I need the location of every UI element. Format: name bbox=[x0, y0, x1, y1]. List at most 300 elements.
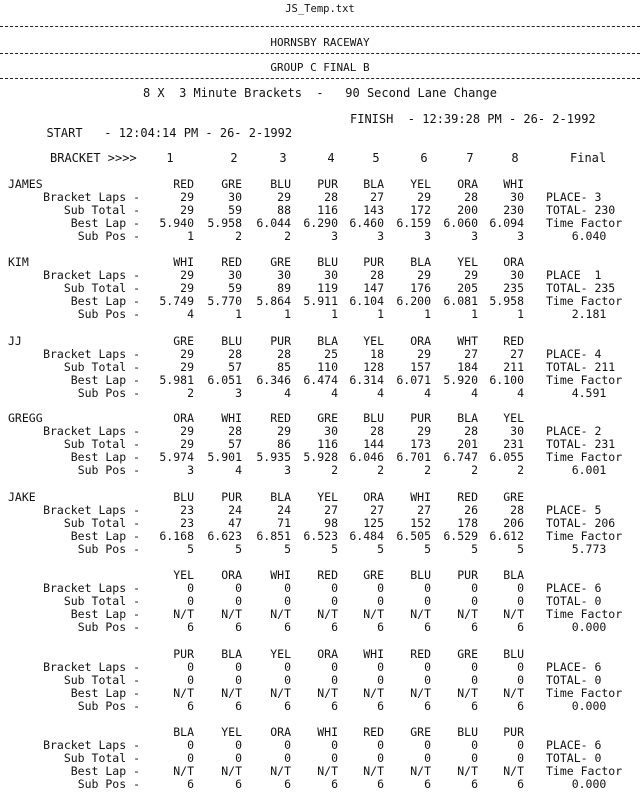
lane-color: RED bbox=[503, 334, 524, 348]
row-label: Best Lap - bbox=[70, 764, 140, 778]
subpos-cell: 2 bbox=[471, 463, 478, 477]
lane-color: WHI bbox=[317, 725, 338, 739]
laps-cell: 30 bbox=[510, 268, 524, 282]
driver-block bbox=[0, 648, 640, 728]
bestlap-cell: 6.851 bbox=[256, 529, 291, 543]
lane-color: BLA bbox=[410, 255, 431, 269]
lane-color: BLU bbox=[270, 177, 291, 191]
bestlap-cell: 6.168 bbox=[159, 529, 194, 543]
laps-cell: 29 bbox=[180, 190, 194, 204]
laps-cell: 0 bbox=[471, 738, 478, 752]
laps-cell: 28 bbox=[277, 347, 291, 361]
subtotal-cell: 0 bbox=[331, 673, 338, 687]
bestlap-cell: 5.911 bbox=[303, 294, 338, 308]
laps-cell: 0 bbox=[284, 660, 291, 674]
subpos-cell: 6 bbox=[331, 620, 338, 634]
subpos-cell: 1 bbox=[471, 307, 478, 321]
subtotal-cell: 231 bbox=[503, 437, 524, 451]
subtotal-cell: 235 bbox=[503, 281, 524, 295]
laps-cell: 28 bbox=[510, 503, 524, 517]
laps-cell: 30 bbox=[228, 190, 242, 204]
subpos-cell: 6 bbox=[187, 777, 194, 791]
bestlap-cell: 6.159 bbox=[396, 216, 431, 230]
time-factor-value: 6.001 bbox=[571, 463, 607, 477]
row-label: Bracket Laps - bbox=[43, 347, 140, 361]
subtotal-cell: 23 bbox=[180, 516, 194, 530]
laps-cell: 29 bbox=[277, 190, 291, 204]
driver-block bbox=[0, 178, 640, 258]
subpos-row bbox=[0, 621, 640, 634]
subpos-cell: 3 bbox=[471, 229, 478, 243]
lane-color: GRE bbox=[173, 334, 194, 348]
subtotal-cell: 59 bbox=[228, 281, 242, 295]
total-value: TOTAL- 230 bbox=[546, 203, 616, 217]
lane-color: PUR bbox=[317, 177, 338, 191]
lane-color: ORA bbox=[503, 255, 524, 269]
bestlap-cell: 6.051 bbox=[207, 373, 242, 387]
subtotal-cell: 116 bbox=[317, 437, 338, 451]
bestlap-cell: N/T bbox=[457, 686, 478, 700]
driver-block bbox=[0, 569, 640, 649]
bestlap-cell: 6.314 bbox=[349, 373, 384, 387]
total-value: TOTAL- 0 bbox=[546, 673, 602, 687]
bracket-number: 7 bbox=[466, 151, 474, 165]
bestlap-cell: 6.460 bbox=[349, 216, 384, 230]
row-label: Bracket Laps - bbox=[43, 660, 140, 674]
laps-cell: 0 bbox=[331, 738, 338, 752]
lane-color: GRE bbox=[270, 255, 291, 269]
bestlap-cell: 5.770 bbox=[207, 294, 242, 308]
laps-cell: 30 bbox=[324, 424, 338, 438]
subpos-cell: 2 bbox=[187, 386, 194, 400]
bestlap-cell: N/T bbox=[317, 607, 338, 621]
lane-color: BLA bbox=[317, 334, 338, 348]
venue-title: HORNSBY RACEWAY bbox=[270, 36, 370, 49]
lane-color: BLU bbox=[173, 490, 194, 504]
laps-cell: 27 bbox=[370, 503, 384, 517]
subpos-cell: 1 bbox=[377, 307, 384, 321]
subpos-cell: 1 bbox=[187, 229, 194, 243]
lane-color: YEL bbox=[270, 647, 291, 661]
bracket-label: BRACKET >>>> bbox=[50, 151, 137, 165]
subpos-cell: 5 bbox=[284, 542, 291, 556]
lane-color: WHI bbox=[173, 255, 194, 269]
bestlap-cell: N/T bbox=[173, 686, 194, 700]
subtotal-cell: 86 bbox=[277, 437, 291, 451]
subtotal-cell: 0 bbox=[517, 673, 524, 687]
total-value: TOTAL- 211 bbox=[546, 360, 616, 374]
lane-color: BLA bbox=[270, 490, 291, 504]
time-factor-label: Time Factor bbox=[546, 294, 623, 308]
subtotal-cell: 0 bbox=[284, 751, 291, 765]
subpos-row bbox=[0, 230, 640, 243]
subtotal-cell: 29 bbox=[180, 360, 194, 374]
subpos-cell: 5 bbox=[235, 542, 242, 556]
subpos-cell: 6 bbox=[331, 777, 338, 791]
subpos-row bbox=[0, 778, 640, 791]
place-value: PLACE- 6 bbox=[546, 581, 602, 595]
lane-color: BLU bbox=[317, 255, 338, 269]
subtotal-cell: 0 bbox=[331, 594, 338, 608]
laps-cell: 0 bbox=[517, 738, 524, 752]
time-factor-value: 5.773 bbox=[571, 542, 607, 556]
lane-color: ORA bbox=[410, 334, 431, 348]
subtotal-cell: 71 bbox=[277, 516, 291, 530]
subpos-cell: 4 bbox=[517, 386, 524, 400]
subpos-cell: 3 bbox=[331, 229, 338, 243]
place-value: PLACE 1 bbox=[546, 268, 602, 282]
laps-cell: 0 bbox=[424, 660, 431, 674]
laps-cell: 27 bbox=[417, 503, 431, 517]
time-factor-value: 0.000 bbox=[571, 777, 607, 791]
subtotal-cell: 89 bbox=[277, 281, 291, 295]
row-label: Sub Total - bbox=[63, 203, 140, 217]
laps-cell: 29 bbox=[417, 190, 431, 204]
row-label: Sub Total - bbox=[63, 281, 140, 295]
time-factor-value: 4.591 bbox=[571, 386, 607, 400]
lane-color: GRE bbox=[221, 177, 242, 191]
place-value: PLACE- 3 bbox=[546, 190, 602, 204]
time-factor-label: Time Factor bbox=[546, 686, 623, 700]
row-label: Bracket Laps - bbox=[43, 503, 140, 517]
subtotal-cell: 172 bbox=[410, 203, 431, 217]
subpos-cell: 6 bbox=[377, 699, 384, 713]
subtotal-cell: 230 bbox=[503, 203, 524, 217]
bestlap-cell: 6.060 bbox=[443, 216, 478, 230]
laps-cell: 0 bbox=[377, 660, 384, 674]
bracket-number: 1 bbox=[166, 151, 174, 165]
laps-cell: 29 bbox=[180, 268, 194, 282]
laps-cell: 28 bbox=[228, 347, 242, 361]
subtotal-cell: 88 bbox=[277, 203, 291, 217]
start-time: START - 12:04:14 PM - 26- 2-1992 bbox=[46, 126, 293, 140]
laps-cell: 24 bbox=[277, 503, 291, 517]
lane-color: RED bbox=[317, 568, 338, 582]
bestlap-cell: N/T bbox=[363, 686, 384, 700]
bestlap-cell: N/T bbox=[363, 607, 384, 621]
bestlap-cell: 6.505 bbox=[396, 529, 431, 543]
race-times bbox=[32, 112, 596, 154]
row-label: Best Lap - bbox=[70, 294, 140, 308]
laps-cell: 0 bbox=[331, 581, 338, 595]
driver-name: GREGG bbox=[8, 411, 43, 425]
bestlap-cell: 6.623 bbox=[207, 529, 242, 543]
bestlap-cell: 5.749 bbox=[159, 294, 194, 308]
subpos-cell: 2 bbox=[331, 463, 338, 477]
subpos-cell: 1 bbox=[235, 307, 242, 321]
subpos-cell: 6 bbox=[424, 777, 431, 791]
subtotal-cell: 128 bbox=[363, 360, 384, 374]
bestlap-cell: N/T bbox=[221, 686, 242, 700]
lane-color: BLU bbox=[410, 568, 431, 582]
lane-color: WHI bbox=[410, 490, 431, 504]
laps-cell: 0 bbox=[284, 581, 291, 595]
subpos-cell: 6 bbox=[187, 620, 194, 634]
finish-time: FINISH - 12:39:28 PM - 26- 2-1992 bbox=[350, 112, 596, 126]
lane-color: WHI bbox=[363, 647, 384, 661]
laps-cell: 24 bbox=[228, 503, 242, 517]
race-format: 8 X 3 Minute Brackets - 90 Second Lane Change bbox=[142, 86, 497, 100]
place-value: PLACE- 5 bbox=[546, 503, 602, 517]
row-label: Sub Total - bbox=[63, 673, 140, 687]
bestlap-cell: N/T bbox=[410, 764, 431, 778]
lane-color: YEL bbox=[363, 334, 384, 348]
subtotal-cell: 0 bbox=[284, 594, 291, 608]
row-label: Sub Pos - bbox=[77, 777, 140, 791]
subpos-cell: 4 bbox=[331, 386, 338, 400]
row-label: Best Lap - bbox=[70, 607, 140, 621]
bracket-number: 4 bbox=[327, 151, 335, 165]
subtotal-cell: 0 bbox=[471, 673, 478, 687]
subtotal-cell: 201 bbox=[457, 437, 478, 451]
subpos-cell: 2 bbox=[377, 463, 384, 477]
laps-cell: 0 bbox=[471, 660, 478, 674]
bestlap-cell: 5.928 bbox=[303, 450, 338, 464]
lane-color: PUR bbox=[270, 334, 291, 348]
laps-cell: 0 bbox=[235, 660, 242, 674]
subtotal-cell: 57 bbox=[228, 360, 242, 374]
document-title: JS_Temp.txt bbox=[285, 3, 355, 15]
laps-cell: 28 bbox=[228, 424, 242, 438]
lane-color: RED bbox=[410, 647, 431, 661]
laps-cell: 0 bbox=[187, 660, 194, 674]
bestlap-cell: 5.864 bbox=[256, 294, 291, 308]
subtotal-cell: 0 bbox=[424, 594, 431, 608]
lane-color: PUR bbox=[221, 490, 242, 504]
lane-color: YEL bbox=[221, 725, 242, 739]
bestlap-cell: 6.484 bbox=[349, 529, 384, 543]
bracket-number: 8 bbox=[511, 151, 519, 165]
lane-color: BLU bbox=[503, 647, 524, 661]
subtotal-cell: 144 bbox=[363, 437, 384, 451]
row-label: Sub Pos - bbox=[77, 307, 140, 321]
row-label: Bracket Laps - bbox=[43, 424, 140, 438]
subtotal-cell: 110 bbox=[317, 360, 338, 374]
subpos-cell: 3 bbox=[235, 386, 242, 400]
bestlap-cell: N/T bbox=[173, 607, 194, 621]
subpos-cell: 6 bbox=[471, 777, 478, 791]
subtotal-cell: 205 bbox=[457, 281, 478, 295]
laps-cell: 29 bbox=[277, 424, 291, 438]
bestlap-cell: 6.200 bbox=[396, 294, 431, 308]
total-value: TOTAL- 235 bbox=[546, 281, 616, 295]
time-factor-label: Time Factor bbox=[546, 607, 623, 621]
row-label: Sub Total - bbox=[63, 360, 140, 374]
bestlap-cell: N/T bbox=[503, 686, 524, 700]
place-value: PLACE- 6 bbox=[546, 660, 602, 674]
subpos-cell: 4 bbox=[187, 307, 194, 321]
row-label: Bracket Laps - bbox=[43, 581, 140, 595]
subpos-cell: 4 bbox=[377, 386, 384, 400]
subpos-cell: 1 bbox=[424, 307, 431, 321]
subpos-cell: 3 bbox=[517, 229, 524, 243]
row-label: Best Lap - bbox=[70, 373, 140, 387]
driver-block bbox=[0, 335, 640, 415]
driver-name: KIM bbox=[8, 255, 29, 269]
laps-cell: 28 bbox=[464, 190, 478, 204]
lane-color: PUR bbox=[363, 255, 384, 269]
laps-cell: 23 bbox=[180, 503, 194, 517]
bestlap-cell: 5.901 bbox=[207, 450, 242, 464]
laps-cell: 0 bbox=[471, 581, 478, 595]
driver-name: JAMES bbox=[8, 177, 43, 191]
laps-cell: 28 bbox=[464, 424, 478, 438]
place-value: PLACE- 2 bbox=[546, 424, 602, 438]
lane-color: ORA bbox=[457, 177, 478, 191]
row-label: Sub Pos - bbox=[77, 699, 140, 713]
subtotal-cell: 119 bbox=[317, 281, 338, 295]
subpos-cell: 2 bbox=[517, 463, 524, 477]
subpos-cell: 6 bbox=[424, 620, 431, 634]
subtotal-cell: 29 bbox=[180, 203, 194, 217]
subpos-cell: 3 bbox=[377, 229, 384, 243]
bestlap-cell: 6.290 bbox=[303, 216, 338, 230]
subpos-row bbox=[0, 308, 640, 321]
row-label: Best Lap - bbox=[70, 686, 140, 700]
lane-color: ORA bbox=[270, 725, 291, 739]
subtotal-cell: 0 bbox=[377, 594, 384, 608]
lane-color: GRE bbox=[317, 411, 338, 425]
subpos-cell: 6 bbox=[517, 620, 524, 634]
bracket-header-row bbox=[0, 151, 640, 165]
laps-cell: 0 bbox=[377, 581, 384, 595]
subpos-cell: 5 bbox=[424, 542, 431, 556]
subpos-cell: 6 bbox=[235, 699, 242, 713]
subtotal-cell: 152 bbox=[410, 516, 431, 530]
laps-cell: 27 bbox=[510, 347, 524, 361]
laps-cell: 0 bbox=[235, 581, 242, 595]
subtotal-cell: 85 bbox=[277, 360, 291, 374]
row-label: Sub Pos - bbox=[77, 463, 140, 477]
bestlap-cell: 6.100 bbox=[489, 373, 524, 387]
subpos-cell: 6 bbox=[471, 620, 478, 634]
subtotal-cell: 116 bbox=[317, 203, 338, 217]
subpos-cell: 1 bbox=[284, 307, 291, 321]
lane-color: YEL bbox=[173, 568, 194, 582]
lane-color: GRE bbox=[503, 490, 524, 504]
subpos-cell: 2 bbox=[424, 463, 431, 477]
laps-cell: 28 bbox=[370, 424, 384, 438]
subtotal-cell: 0 bbox=[471, 594, 478, 608]
subtotal-cell: 47 bbox=[228, 516, 242, 530]
lane-color: YEL bbox=[503, 411, 524, 425]
bestlap-cell: N/T bbox=[457, 607, 478, 621]
lane-color: ORA bbox=[221, 568, 242, 582]
subpos-cell: 5 bbox=[331, 542, 338, 556]
lane-color: YEL bbox=[317, 490, 338, 504]
bestlap-cell: 5.935 bbox=[256, 450, 291, 464]
time-factor-label: Time Factor bbox=[546, 529, 623, 543]
lane-color: BLA bbox=[363, 177, 384, 191]
final-label: Final bbox=[570, 151, 607, 165]
lane-color: BLA bbox=[503, 568, 524, 582]
bestlap-cell: N/T bbox=[270, 764, 291, 778]
bestlap-cell: 6.612 bbox=[489, 529, 524, 543]
laps-cell: 0 bbox=[187, 581, 194, 595]
time-factor-value: 2.181 bbox=[571, 307, 607, 321]
laps-cell: 30 bbox=[510, 190, 524, 204]
laps-cell: 29 bbox=[180, 424, 194, 438]
lane-color: PUR bbox=[457, 568, 478, 582]
driver-block bbox=[0, 726, 640, 806]
bestlap-cell: 6.346 bbox=[256, 373, 291, 387]
lane-color: WHT bbox=[457, 334, 478, 348]
time-factor-value: 0.000 bbox=[571, 699, 607, 713]
row-label: Sub Pos - bbox=[77, 386, 140, 400]
bestlap-cell: N/T bbox=[317, 764, 338, 778]
lane-color: BLA bbox=[457, 411, 478, 425]
lane-color: WHI bbox=[270, 568, 291, 582]
laps-cell: 29 bbox=[464, 268, 478, 282]
subpos-row bbox=[0, 700, 640, 713]
lane-color: PUR bbox=[173, 647, 194, 661]
subpos-cell: 4 bbox=[284, 386, 291, 400]
bestlap-cell: 6.081 bbox=[443, 294, 478, 308]
subtotal-cell: 0 bbox=[235, 751, 242, 765]
lane-color: PUR bbox=[410, 411, 431, 425]
lane-color: BLU bbox=[221, 334, 242, 348]
bestlap-cell: 6.104 bbox=[349, 294, 384, 308]
bestlap-cell: 6.055 bbox=[489, 450, 524, 464]
subtotal-cell: 0 bbox=[517, 751, 524, 765]
subpos-cell: 6 bbox=[284, 620, 291, 634]
time-factor-label: Time Factor bbox=[546, 373, 623, 387]
event-title: GROUP C FINAL B bbox=[270, 61, 370, 74]
divider bbox=[0, 78, 640, 79]
subtotal-cell: 211 bbox=[503, 360, 524, 374]
subpos-cell: 6 bbox=[377, 777, 384, 791]
lane-color: RED bbox=[270, 411, 291, 425]
subpos-cell: 3 bbox=[424, 229, 431, 243]
subtotal-cell: 184 bbox=[457, 360, 478, 374]
laps-cell: 29 bbox=[417, 268, 431, 282]
bestlap-cell: 5.958 bbox=[489, 294, 524, 308]
subtotal-cell: 173 bbox=[410, 437, 431, 451]
subpos-cell: 5 bbox=[517, 542, 524, 556]
laps-cell: 25 bbox=[324, 347, 338, 361]
row-label: Sub Pos - bbox=[77, 229, 140, 243]
bestlap-cell: N/T bbox=[363, 764, 384, 778]
driver-name: JAKE bbox=[8, 490, 36, 504]
subpos-cell: 6 bbox=[187, 699, 194, 713]
subtotal-cell: 157 bbox=[410, 360, 431, 374]
subtotal-cell: 0 bbox=[471, 751, 478, 765]
subtotal-cell: 147 bbox=[363, 281, 384, 295]
subtotal-cell: 0 bbox=[187, 751, 194, 765]
subpos-cell: 2 bbox=[284, 229, 291, 243]
laps-cell: 0 bbox=[284, 738, 291, 752]
subtotal-cell: 143 bbox=[363, 203, 384, 217]
subtotal-cell: 0 bbox=[331, 751, 338, 765]
subtotal-cell: 0 bbox=[377, 751, 384, 765]
lane-color: ORA bbox=[363, 490, 384, 504]
bestlap-cell: 5.958 bbox=[207, 216, 242, 230]
bracket-number: 5 bbox=[372, 151, 380, 165]
subtotal-cell: 206 bbox=[503, 516, 524, 530]
subpos-cell: 4 bbox=[235, 463, 242, 477]
subpos-row bbox=[0, 543, 640, 556]
bestlap-cell: N/T bbox=[410, 607, 431, 621]
subpos-cell: 6 bbox=[284, 699, 291, 713]
time-factor-value: 0.000 bbox=[571, 620, 607, 634]
row-label: Sub Pos - bbox=[77, 542, 140, 556]
subpos-row bbox=[0, 387, 640, 400]
subtotal-cell: 0 bbox=[424, 751, 431, 765]
total-value: TOTAL- 0 bbox=[546, 751, 602, 765]
bestlap-cell: 6.747 bbox=[443, 450, 478, 464]
subpos-cell: 3 bbox=[187, 463, 194, 477]
lane-color: BLA bbox=[173, 725, 194, 739]
